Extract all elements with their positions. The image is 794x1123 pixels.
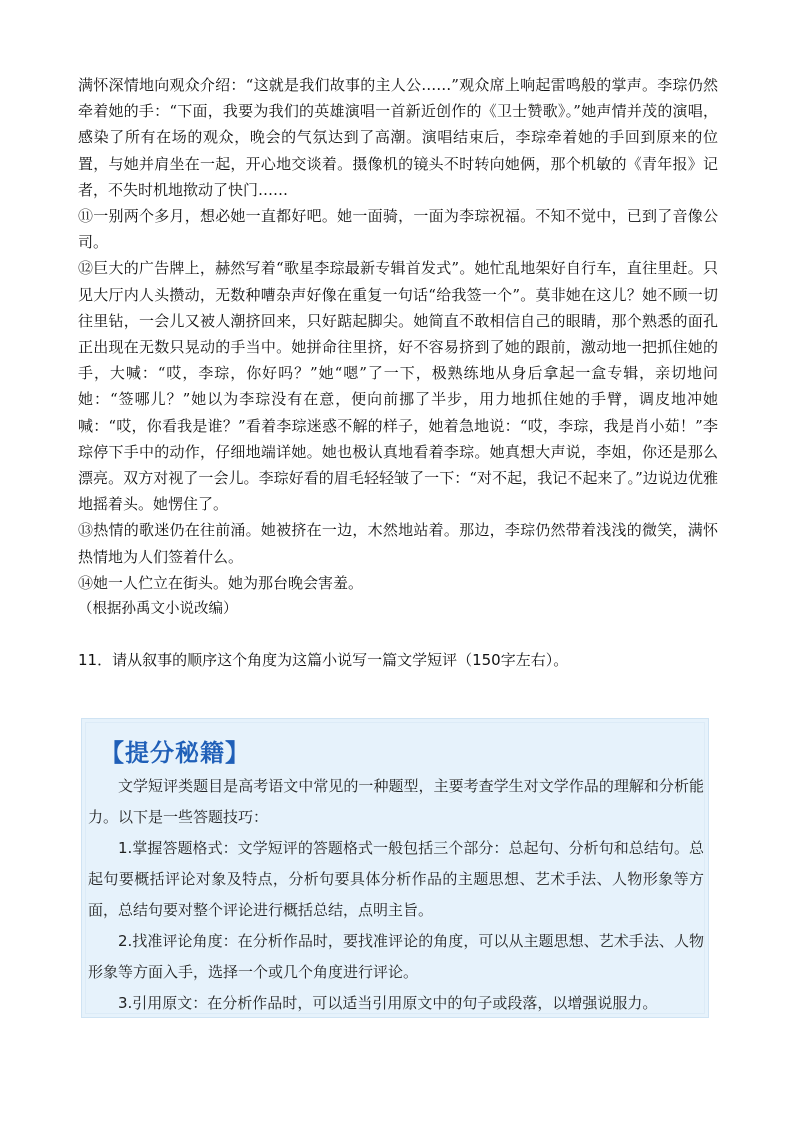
tips-body <box>88 771 704 1019</box>
story-paragraph: ⑭她一人伫立在街头。她为那台晚会害羞。 <box>78 573 364 592</box>
story-paragraph: ⑫巨大的广告牌上，赫然写着“歌星李琮最新专辑首发式”。她忙乱地架好自行车，直往里赶。只见大厅内人头攒动，无数种嘈杂声好像在重复一句话“给我签一个”。莫非她在这儿？她不顾一切往里钻，一会儿又被人潮挤回来，只好踮起脚尖。她简直不敢相信自己的眼睛，那个熟悉的面孔正出现在无数只晃动的手当中。她拼命往里挤，好不容易挤到了她的跟前，激动地一把抓住她的手，大喊：“哎，李琮，你好吗？”她“嗯”了一下，极熟练地从身后拿起一盒专辑，亲切地问她：“签哪儿？”她以为李琮没有在意，便向前挪了半步，用力地抓住她的手臂，调皮地冲她喊：“哎，你看我是谁？”看着李琮迷惑不解的样子，她着急地说：“哎，李琮，我是肖小茹！”李琮停下手中的动作，仔细地端详她。她也极认真地看着李琮。她真想大声说，李姐，你还是那么漂亮。双方对视了一会儿。李琮好看的眉毛轻轻皱了一下：“对不起，我记不起来了。”边说边优雅地摇着头。她愣住了。 <box>78 259 718 514</box>
question-11: 11．请从叙事的顺序这个角度为这篇小说写一篇文学短评（150字左右）。 <box>78 651 569 669</box>
story-source: （根据孙禹文小说改编） <box>78 601 238 618</box>
story-paragraph: ⑬热情的歌迷仍在往前涌。她被挤在一边，木然地站着。那边，李琮仍然带着浅浅的微笑，满怀热情地为人们签着什么。 <box>78 521 718 566</box>
tips-paragraph: 3.引用原文：在分析作品时，可以适当引用原文中的句子或段落，以增强说服力。 <box>118 994 658 1012</box>
tips-box <box>81 718 709 1018</box>
tips-paragraph: 文学短评类题目是高考语文中常见的一种题型，主要考查学生对文学作品的理解和分析能力。以下是一些答题技巧： <box>88 777 704 826</box>
tips-title: 【提分秘籍】 <box>100 739 250 767</box>
tips-paragraph: 1.掌握答题格式：文学短评的答题格式一般包括三个部分：总起句、分析句和总结句。总起句要概括评论对象及特点，分析句要具体分析作品的主题思想、艺术手法、人物形象等方面，总结句要对整个评论进行概括总结，点明主旨。 <box>88 839 704 919</box>
story-excerpt <box>78 72 718 622</box>
story-paragraph: 满怀深情地向观众介绍：“这就是我们故事的主人公……”观众席上响起雷鸣般的掌声。李琮仍然牵着她的手：“下面，我要为我们的英雄演唱一首新近创作的《卫士赞歌》。”她声情并茂的演唱，感染了所有在场的观众，晚会的气氛达到了高潮。演唱结束后，李琮牵着她的手回到原来的位置，与她并肩坐在一起，开心地交谈着。摄像机的镜头不时转向她俩，那个机敏的《青年报》记者，不失时机地揿动了快门…… <box>78 76 718 199</box>
tips-paragraph: 2.找准评论角度：在分析作品时，要找准评论的角度，可以从主题思想、艺术手法、人物形象等方面入手，选择一个或几个角度进行评论。 <box>88 932 704 981</box>
story-paragraph: ⑪一别两个多月，想必她一直都好吧。她一面骑，一面为李琮祝福。不知不觉中，已到了音像公司。 <box>78 207 718 252</box>
